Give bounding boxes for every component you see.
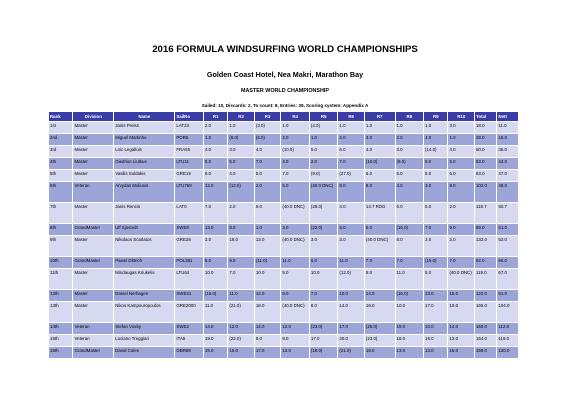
table-row [49, 269, 519, 290]
table-cell: 4.0 [228, 170, 255, 182]
table-cell: 2.0 [395, 134, 424, 146]
table-cell: 6.0 [448, 170, 475, 182]
table-cell: Master [73, 203, 114, 224]
table-cell: 7.0 [254, 158, 281, 170]
table-cell: 2.0 [448, 203, 475, 224]
table-cell: Janis Rencis [114, 203, 175, 224]
table-cell: 7.0 [281, 170, 310, 182]
table-cell: 5.0 [203, 158, 227, 170]
table-cell: (40.0 DNC) [281, 236, 310, 257]
table-cell: 7.0 [338, 158, 365, 170]
table-row [49, 146, 519, 158]
table-cell: 12.0 [228, 323, 255, 335]
table-cell: SWE31 [175, 290, 204, 302]
table-cell: 3.0 [364, 134, 395, 146]
table-cell: Master [73, 134, 114, 146]
table-cell: 9.0 [254, 203, 281, 224]
table-cell: 8.0 [424, 170, 448, 182]
table-cell: (11.0) [254, 257, 281, 269]
table-cell: 11.0 [228, 290, 255, 302]
table-cell: 2.0 [338, 134, 365, 146]
table-cell: 7.0 [448, 257, 475, 269]
table-cell: 5th [49, 170, 73, 182]
column-header: R8 [395, 112, 424, 122]
table-cell: 10.0 [338, 290, 365, 302]
table-cell: (23.0) [309, 323, 338, 335]
table-row [49, 182, 519, 203]
table-cell: 20.0 [338, 335, 365, 347]
table-row [49, 236, 519, 257]
table-cell: (40.0 DNC) [448, 269, 475, 290]
table-cell: 63.0 [474, 158, 496, 170]
table-cell: 8th [49, 224, 73, 236]
table-cell: (16.0) [203, 290, 227, 302]
table-cell: 122.0 [474, 290, 496, 302]
table-row [49, 224, 519, 236]
table-cell: 11.0 [497, 122, 519, 134]
table-cell: 1.0 [395, 122, 424, 134]
table-cell: Nikolaos Scarlatos [114, 236, 175, 257]
page-title: 2016 FORMULA WINDSURFING WORLD CHAMPIONSHIPS [152, 44, 418, 55]
table-cell: LTU11 [175, 158, 204, 170]
table-cell: 28.0 [474, 134, 496, 146]
table-cell: (23.0) [364, 335, 395, 347]
table-cell: (6.0) [254, 134, 281, 146]
results-table [48, 111, 519, 359]
table-cell: 10.0 [395, 302, 424, 323]
table-cell: Master [73, 158, 114, 170]
table-cell: 1.0 [203, 134, 227, 146]
table-cell: 4.0 [203, 146, 227, 158]
table-cell: 9.0 [228, 257, 255, 269]
table-cell: 2.0 [203, 122, 227, 134]
table-cell: Luciano Treggiari [114, 335, 175, 347]
table-cell: 6.0 [395, 203, 424, 224]
column-header: R7 [364, 112, 395, 122]
table-cell: 132.0 [474, 236, 496, 257]
table-cell: 8.0 [228, 224, 255, 236]
column-header: R1 [203, 112, 227, 122]
table-cell: 12.0 [254, 290, 281, 302]
table-cell: 5.0 [281, 269, 310, 290]
table-cell: 12.0 [203, 182, 227, 203]
table-cell: 13.0 [254, 236, 281, 257]
table-cell: (40.0 DNC) [281, 302, 310, 323]
table-cell: 10.0 [309, 269, 338, 290]
table-cell: 2nd [49, 134, 73, 146]
table-cell: 10.0 [424, 323, 448, 335]
table-cell: 120.0 [497, 347, 519, 359]
table-cell: 3.0 [203, 236, 227, 257]
table-cell: 18.0 [474, 122, 496, 134]
table-cell: 8.0 [364, 182, 395, 203]
table-cell: 13.0 [395, 347, 424, 359]
table-cell: (10.0) [364, 158, 395, 170]
table-cell: 2.0 [448, 236, 475, 257]
table-cell: (40.0 DNC) [281, 203, 310, 224]
table-cell: GRE19 [175, 170, 204, 182]
table-cell: 4.0 [424, 134, 448, 146]
table-cell: 1.0 [364, 122, 395, 134]
section-caption: MASTER WORLD CHAMPIONSHIP [240, 88, 330, 94]
table-cell: 5.0 [424, 269, 448, 290]
table-cell: SWE8 [175, 224, 204, 236]
table-cell: Pawel Dittrich [114, 257, 175, 269]
column-header: Nett [497, 112, 519, 122]
table-cell: (22.0) [309, 224, 338, 236]
table-cell: GrandMaster [73, 347, 114, 359]
table-cell: 2.0 [254, 182, 281, 203]
table-cell: 14th [49, 323, 73, 335]
table-cell: 104.0 [497, 302, 519, 323]
table-cell: Arvydas Moliusis [114, 182, 175, 203]
table-row [49, 347, 519, 359]
table-cell: 17.0 [254, 347, 281, 359]
table-cell: Master [73, 170, 114, 182]
table-cell: 18.0 [364, 347, 395, 359]
table-cell: Janis Preiss [114, 122, 175, 134]
table-cell: 5.0 [338, 224, 365, 236]
table-cell: 119.0 [497, 335, 519, 347]
table-cell: Miguel Martinho [114, 134, 175, 146]
table-cell: Veteran [73, 323, 114, 335]
column-header: Rank [49, 112, 73, 122]
table-row [49, 302, 519, 323]
venue-subtitle: Golden Coast Hotel, Nea Makri, Marathon Bay [206, 70, 364, 79]
table-cell: 1.0 [309, 134, 338, 146]
table-cell: 10th [49, 257, 73, 269]
table-cell: POR5 [175, 134, 204, 146]
column-header: R6 [338, 112, 365, 122]
table-row [49, 323, 519, 335]
table-cell: 2.0 [228, 203, 255, 224]
table-cell: 1st [49, 122, 73, 134]
table-cell: 8.0 [448, 182, 475, 203]
table-cell: 5.0 [309, 146, 338, 158]
table-cell: GrandMaster [73, 224, 114, 236]
table-cell: 112.0 [497, 323, 519, 335]
table-cell: 6.0 [309, 257, 338, 269]
column-header: R3 [254, 112, 281, 122]
table-cell: 10.0 [203, 269, 227, 290]
table-cell: 13.0 [281, 347, 310, 359]
results-table-body [49, 122, 519, 359]
table-cell: 4.0 [364, 146, 395, 158]
table-cell: 5.0 [281, 182, 310, 203]
table-header-row [49, 112, 519, 122]
column-header: R2 [228, 112, 255, 122]
column-header: SailNo [175, 112, 204, 122]
table-cell: (15.0) [395, 290, 424, 302]
table-cell: 4.0 [448, 146, 475, 158]
table-row [49, 290, 519, 302]
table-cell: 6th [49, 182, 73, 203]
table-cell: 15.0 [203, 347, 227, 359]
table-cell: 14.0 [364, 290, 395, 302]
table-cell: Giedrius Liutkus [114, 158, 175, 170]
table-cell: 7.0 [309, 290, 338, 302]
table-cell: 11.0 [338, 257, 365, 269]
table-cell: (25.0) [364, 323, 395, 335]
table-cell: 8.0 [309, 302, 338, 323]
table-cell: POL381 [175, 257, 204, 269]
table-cell: 19.0 [203, 335, 227, 347]
table-cell: 4th [49, 158, 73, 170]
table-cell: 3.0 [395, 146, 424, 158]
table-cell: 7.0 [203, 203, 227, 224]
table-cell: 5.0 [254, 170, 281, 182]
table-cell: Master [73, 269, 114, 290]
table-cell: 159.0 [474, 347, 496, 359]
table-cell: 8.0 [281, 335, 310, 347]
table-cell: 2.0 [281, 134, 310, 146]
table-cell: (13.0) [228, 182, 255, 203]
table-cell: LAT0 [175, 203, 204, 224]
table-cell: 9.0 [448, 224, 475, 236]
table-cell: 7th [49, 203, 73, 224]
table-cell: Master [73, 290, 114, 302]
table-cell: (16.0) [395, 224, 424, 236]
table-cell: 9.0 [364, 269, 395, 290]
table-cell: 13.0 [424, 290, 448, 302]
table-cell: 12.0 [281, 323, 310, 335]
table-cell: (27.0) [338, 170, 365, 182]
table-cell: 118.7 [474, 203, 496, 224]
table-cell: 18.0 [228, 236, 255, 257]
table-cell: 60.0 [474, 146, 496, 158]
table-cell: (18.0) [309, 347, 338, 359]
column-header: Name [114, 112, 175, 122]
table-cell: 7.0 [364, 257, 395, 269]
table-cell: 160.0 [474, 323, 496, 335]
table-cell: 7.0 [228, 269, 255, 290]
scoring-summary: Sailed: 10, Discards: 2, To count: 8, Entries: 39, Scoring system: Appendix A [201, 103, 369, 108]
table-cell: 10.0 [448, 302, 475, 323]
table-cell: 52.0 [497, 236, 519, 257]
table-cell: LTU64 [175, 269, 204, 290]
table-cell: 6.0 [338, 146, 365, 158]
table-row [49, 158, 519, 170]
table-cell: Nikos Kampouropoulos [114, 302, 175, 323]
table-cell: 66.0 [497, 257, 519, 269]
table-cell: (6.0) [228, 134, 255, 146]
table-cell: 4.0 [254, 146, 281, 158]
table-cell: (12.0) [338, 269, 365, 290]
table-row [49, 203, 519, 224]
table-cell: 14.0 [448, 323, 475, 335]
table-cell: (4.0) [309, 122, 338, 134]
table-cell: 11.0 [395, 269, 424, 290]
table-cell: 91.0 [497, 290, 519, 302]
table-cell: 50.7 [497, 203, 519, 224]
table-cell: 6.0 [364, 170, 395, 182]
table-cell: 3.0 [338, 236, 365, 257]
table-cell: 5.0 [228, 158, 255, 170]
table-cell: 16.0 [364, 302, 395, 323]
table-cell: Ulf Sjostedt [114, 224, 175, 236]
table-cell: 36.0 [497, 146, 519, 158]
table-cell: GrandMaster [73, 257, 114, 269]
table-cell: 11th [49, 269, 73, 290]
table-cell: SWE2 [175, 323, 204, 335]
table-cell: (40.0 DNC) [309, 182, 338, 203]
table-row [49, 134, 519, 146]
table-cell: GBR89 [175, 347, 204, 359]
table-cell: 15.0 [228, 347, 255, 359]
table-cell: (10.0) [281, 146, 310, 158]
table-cell: Loic Legallois [114, 146, 175, 158]
table-row [49, 257, 519, 269]
table-cell: 16.0 [497, 134, 519, 146]
table-cell: Mindaugas Kriukelis [114, 269, 175, 290]
table-cell: (22.0) [228, 335, 255, 347]
table-cell: 1.0 [448, 134, 475, 146]
table-cell: 3.0 [281, 224, 310, 236]
table-row [49, 335, 519, 347]
table-cell: 18.0 [254, 302, 281, 323]
table-cell: 102.0 [474, 182, 496, 203]
table-cell: 9.0 [424, 158, 448, 170]
table-cell: LTU769 [175, 182, 204, 203]
table-cell: 49.0 [497, 182, 519, 203]
table-cell: 11.0 [281, 257, 310, 269]
table-cell: (9.0) [309, 170, 338, 182]
table-cell: 17.0 [338, 323, 365, 335]
table-cell: 17.0 [424, 302, 448, 323]
table-cell: 4.0 [281, 158, 310, 170]
column-header: Division [73, 112, 114, 122]
table-cell: 3.0 [424, 182, 448, 203]
table-cell: Daniel Nerhagen [114, 290, 175, 302]
table-cell: (9.0) [395, 158, 424, 170]
table-cell: 16.0 [424, 335, 448, 347]
table-cell: 4.0 [338, 203, 365, 224]
table-cell: 8.0 [338, 182, 365, 203]
table-cell: ITA5 [175, 335, 204, 347]
table-cell: 16.0 [448, 347, 475, 359]
table-cell: 2.0 [424, 236, 448, 257]
table-cell: 83.0 [474, 170, 496, 182]
table-cell: 51.0 [497, 224, 519, 236]
table-cell: Vasilis Soldakis [114, 170, 175, 182]
table-cell: 8.0 [254, 335, 281, 347]
table-cell: (28.0) [309, 203, 338, 224]
table-cell: 17.0 [309, 335, 338, 347]
table-cell: GRE28 [175, 236, 204, 257]
table-cell: 12th [49, 290, 73, 302]
table-cell: 67.0 [497, 269, 519, 290]
table-cell: 13.0 [448, 335, 475, 347]
table-cell: 15.0 [448, 290, 475, 302]
table-cell: 14.0 [203, 323, 227, 335]
table-cell: 3.0 [228, 146, 255, 158]
table-cell: Master [73, 236, 114, 257]
table-cell: Veteran [73, 182, 114, 203]
table-cell: 5.0 [364, 224, 395, 236]
table-cell: 9th [49, 236, 73, 257]
table-cell: 8.0 [203, 257, 227, 269]
table-cell: Veteran [73, 335, 114, 347]
table-cell: 6.0 [203, 170, 227, 182]
table-cell: 13.0 [424, 347, 448, 359]
table-cell: 1.0 [338, 122, 365, 134]
table-cell: 7.0 [424, 224, 448, 236]
table-cell: 3.0 [309, 236, 338, 257]
column-header: R9 [424, 112, 448, 122]
table-cell: Master [73, 302, 114, 323]
table-cell: (21.0) [338, 347, 365, 359]
table-cell: 119.0 [474, 269, 496, 290]
table-cell: 4.0 [395, 182, 424, 203]
table-cell: 18.0 [395, 335, 424, 347]
table-cell: 92.0 [474, 257, 496, 269]
table-cell: 14.7 RDG [364, 203, 395, 224]
table-cell: (21.0) [228, 302, 255, 323]
table-cell: Master [73, 146, 114, 158]
column-header: Total [474, 112, 496, 122]
table-cell: 13th [49, 302, 73, 323]
table-cell: 3.0 [448, 122, 475, 134]
table-cell: (3.0) [254, 122, 281, 134]
table-cell: 2.0 [309, 158, 338, 170]
table-row [49, 170, 519, 182]
table-cell: 47.0 [497, 170, 519, 182]
table-cell: 7.0 [395, 257, 424, 269]
table-cell: FRA55 [175, 146, 204, 158]
table-cell: (14.0) [424, 146, 448, 158]
table-cell: 1.0 [254, 224, 281, 236]
table-cell: 3rd [49, 146, 73, 158]
table-cell: GRE2000 [175, 302, 204, 323]
table-cell: 44.0 [497, 158, 519, 170]
table-cell: 16th [49, 347, 73, 359]
table-row [49, 122, 519, 134]
table-cell: 164.0 [474, 335, 496, 347]
table-cell: 89.0 [474, 224, 496, 236]
table-cell: 10.0 [254, 269, 281, 290]
table-cell: 165.0 [474, 302, 496, 323]
table-cell: 5.0 [448, 158, 475, 170]
table-cell: LAT23 [175, 122, 204, 134]
table-cell: 1.0 [424, 122, 448, 134]
table-cell: David Coles [114, 347, 175, 359]
table-cell: 1.0 [228, 122, 255, 134]
table-cell: 1.0 [281, 122, 310, 134]
table-cell: 15th [49, 335, 73, 347]
column-header: R5 [309, 112, 338, 122]
column-header: R4 [281, 112, 310, 122]
table-cell: Master [73, 122, 114, 134]
table-cell: (40.0 DNC) [364, 236, 395, 257]
table-cell: 11.0 [203, 302, 227, 323]
table-cell: 14.0 [338, 302, 365, 323]
table-cell: 13.0 [203, 224, 227, 236]
table-cell: 9.0 [281, 290, 310, 302]
table-cell: 6.0 [424, 203, 448, 224]
table-cell: Stefan Voxby [114, 323, 175, 335]
column-header: R10 [448, 112, 475, 122]
table-cell: (15.0) [424, 257, 448, 269]
table-cell: 14.0 [254, 323, 281, 335]
table-cell: 19.0 [395, 323, 424, 335]
table-cell: 5.0 [395, 170, 424, 182]
table-cell: 8.0 [395, 236, 424, 257]
